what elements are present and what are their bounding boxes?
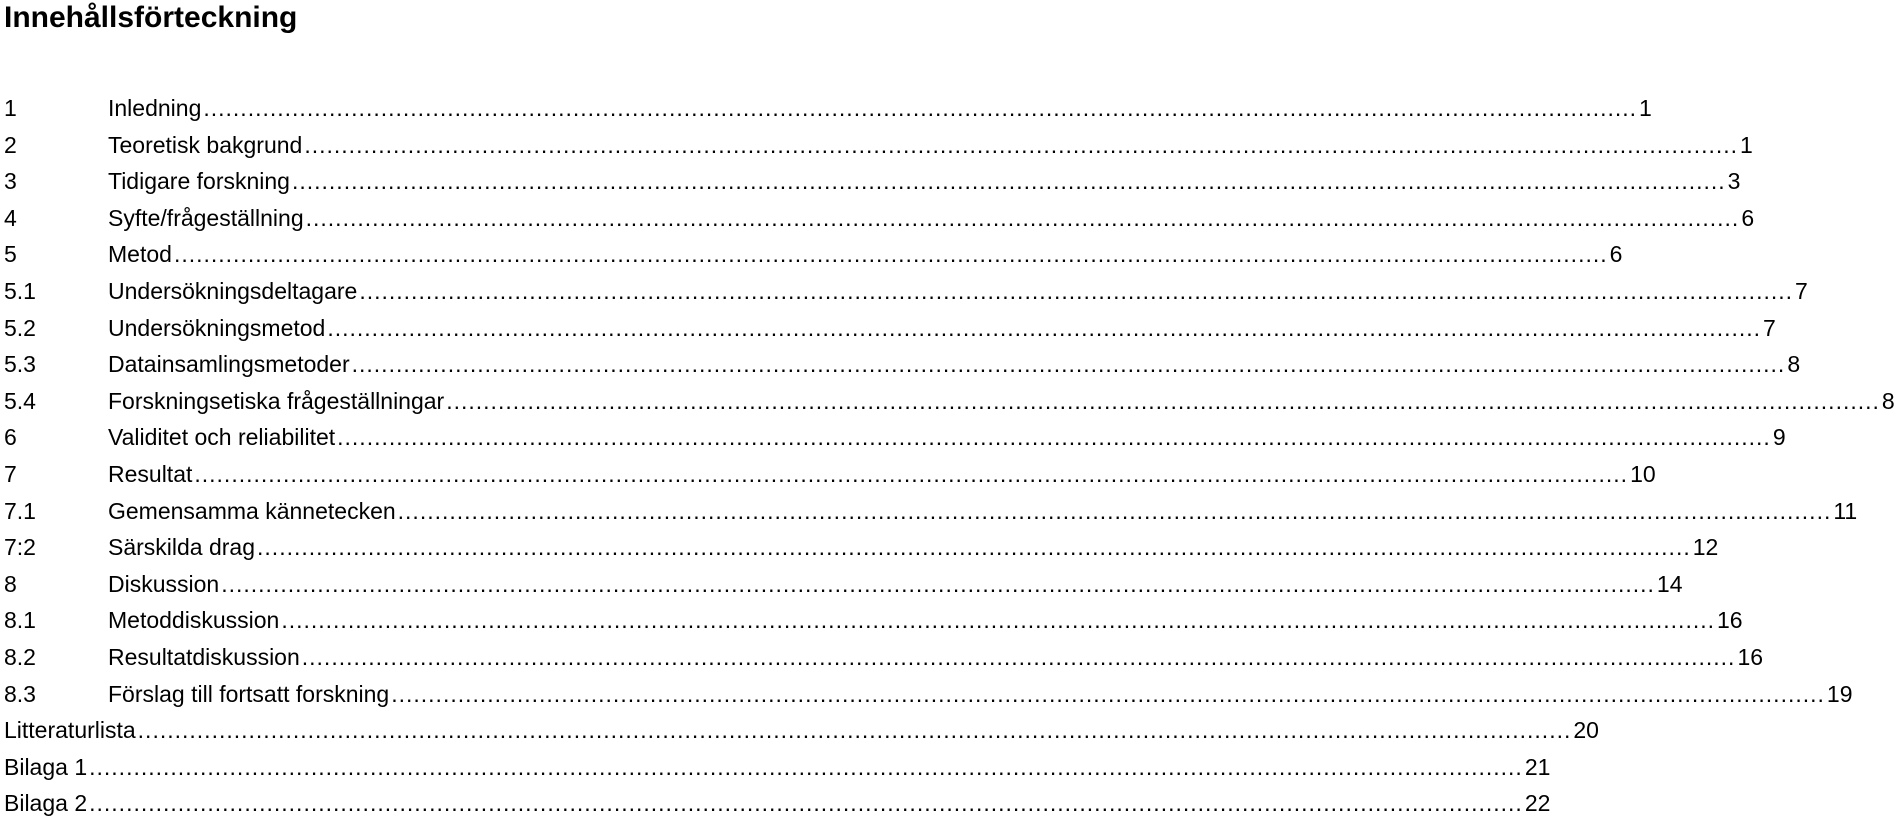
toc-dot-leader: ..................................................................................................................................................................................................	[194, 460, 1629, 487]
toc-entry-number: 3	[4, 168, 17, 195]
toc-entry-page-number: 7	[1795, 277, 1808, 304]
toc-entry-label: Undersökningsdeltagare	[108, 277, 358, 304]
toc-entry-page-number: 12	[1692, 534, 1719, 561]
toc-entry-label: Undersökningsmetod	[108, 314, 326, 341]
toc-entry-label: Bilaga 2	[4, 790, 88, 817]
toc-entry-number: 8	[4, 570, 17, 597]
toc-entry	[4, 529, 1719, 566]
toc-entry-page-number: 16	[1717, 607, 1743, 634]
toc-dot-leader: ..................................................................................................................................................................................................	[351, 351, 1786, 378]
toc-dot-leader: ..................................................................................................................................................................................................	[397, 497, 1832, 524]
toc-dot-leader: ..................................................................................................................................................................................................	[89, 753, 1523, 780]
toc-dot-leader: ..................................................................................................................................................................................................	[327, 314, 1762, 341]
toc-entry	[4, 236, 1623, 273]
toc-entry-number: 8.2	[4, 643, 36, 670]
toc-entry-number: 5.3	[4, 351, 36, 378]
page-title: Innehållsförteckning	[4, 1, 298, 34]
toc-dot-leader: ..................................................................................................................................................................................................	[391, 680, 1825, 707]
toc-entry-label: Diskussion	[108, 570, 220, 597]
toc-entry-page-number: 11	[1833, 497, 1858, 524]
toc-entry-number: 5.2	[4, 314, 36, 341]
toc-entry	[4, 200, 1755, 237]
toc-entry	[4, 493, 1858, 530]
toc-dot-leader: ..................................................................................................................................................................................................	[221, 570, 1655, 597]
toc-entry	[4, 639, 1764, 676]
toc-dot-leader: ..................................................................................................................................................................................................	[203, 95, 1638, 121]
toc-entry	[4, 163, 1741, 200]
toc-entry-number: 5	[4, 241, 17, 268]
toc-entry	[4, 127, 1753, 164]
toc-entry-number: 7	[4, 460, 17, 487]
toc-dot-leader: ..................................................................................................................................................................................................	[301, 643, 1736, 670]
toc-entry-number: 5.1	[4, 277, 36, 304]
toc-dot-leader: ..................................................................................................................................................................................................	[337, 424, 1771, 451]
toc-entry-number: 5.4	[4, 387, 36, 414]
toc-entry	[4, 90, 1652, 127]
toc-entry-number: 7:2	[4, 534, 36, 561]
toc-entry-page-number: 21	[1524, 753, 1551, 780]
toc-entry	[4, 310, 1776, 347]
toc-entry-page-number: 6	[1609, 241, 1623, 268]
toc-entry-label: Metoddiskussion	[108, 607, 280, 634]
toc-entry-page-number: 8	[1881, 387, 1895, 414]
toc-entry-page-number: 8	[1787, 351, 1801, 378]
toc-entry	[4, 785, 1551, 822]
toc-dot-leader: ..................................................................................................................................................................................................	[359, 277, 1794, 304]
toc-entry-page-number: 16	[1737, 643, 1764, 670]
toc-entry-label: Bilaga 1	[4, 753, 88, 780]
toc-entry	[4, 676, 1853, 713]
toc-entry-page-number: 9	[1772, 424, 1786, 451]
toc-entry-label: Gemensamma kännetecken	[108, 497, 396, 524]
toc-entry-page-number: 20	[1573, 717, 1599, 744]
toc-entry	[4, 456, 1656, 493]
toc-entry	[4, 273, 1808, 310]
toc-dot-leader: ..................................................................................................................................................................................................	[137, 717, 1572, 744]
toc-entry	[4, 346, 1801, 383]
toc-entry-label: Metod	[108, 241, 172, 268]
table-of-contents	[4, 90, 1895, 822]
toc-entry-number: 2	[4, 131, 17, 158]
toc-entry-number: 6	[4, 424, 17, 451]
toc-entry-label: Teoretisk bakgrund	[108, 131, 303, 158]
toc-entry-page-number: 10	[1630, 460, 1656, 487]
toc-dot-leader: ..................................................................................................................................................................................................	[89, 790, 1523, 817]
toc-entry-label: Validitet och reliabilitet	[108, 424, 336, 451]
toc-entry-page-number: 1	[1740, 131, 1753, 158]
toc-entry-page-number: 3	[1727, 168, 1741, 195]
toc-dot-leader: ..................................................................................................................................................................................................	[304, 131, 1739, 158]
toc-dot-leader: ..................................................................................................................................................................................................	[173, 241, 1608, 268]
toc-entry-label: Inledning	[108, 95, 202, 121]
toc-entry-page-number: 1	[1639, 95, 1652, 121]
toc-entry-page-number: 19	[1826, 680, 1853, 707]
toc-entry	[4, 383, 1895, 420]
toc-entry	[4, 419, 1786, 456]
toc-entry-page-number: 6	[1741, 204, 1755, 231]
toc-entry	[4, 566, 1683, 603]
toc-entry-label: Datainsamlingsmetoder	[108, 351, 350, 378]
toc-entry-label: Förslag till fortsatt forskning	[108, 680, 390, 707]
toc-dot-leader: ..................................................................................................................................................................................................	[257, 534, 1691, 561]
toc-entry-label: Syfte/frågeställning	[108, 204, 304, 231]
toc-entry-number: 8.1	[4, 607, 36, 634]
toc-entry-label: Resultat	[108, 460, 193, 487]
toc-entry-label: Tidigare forskning	[108, 168, 290, 195]
toc-entry-number: 1	[4, 95, 17, 121]
toc-entry-label: Resultatdiskussion	[108, 643, 300, 670]
toc-entry	[4, 712, 1599, 749]
toc-entry-number: 8.3	[4, 680, 36, 707]
toc-dot-leader: ..................................................................................................................................................................................................	[446, 387, 1880, 414]
toc-entry-label: Forskningsetiska frågeställningar	[108, 387, 445, 414]
toc-entry-page-number: 22	[1524, 790, 1551, 817]
toc-entry-number: 7.1	[4, 497, 36, 524]
toc-entry-label: Särskilda drag	[108, 534, 256, 561]
toc-entry	[4, 602, 1743, 639]
toc-entry-page-number: 7	[1763, 314, 1776, 341]
toc-entry-label: Litteraturlista	[4, 717, 136, 744]
toc-dot-leader: ..................................................................................................................................................................................................	[291, 168, 1726, 195]
toc-entry-page-number: 14	[1656, 570, 1683, 597]
toc-dot-leader: ..................................................................................................................................................................................................	[281, 607, 1715, 634]
toc-entry-number: 4	[4, 204, 17, 231]
toc-entry	[4, 749, 1551, 786]
toc-dot-leader: ..................................................................................................................................................................................................	[305, 204, 1740, 231]
